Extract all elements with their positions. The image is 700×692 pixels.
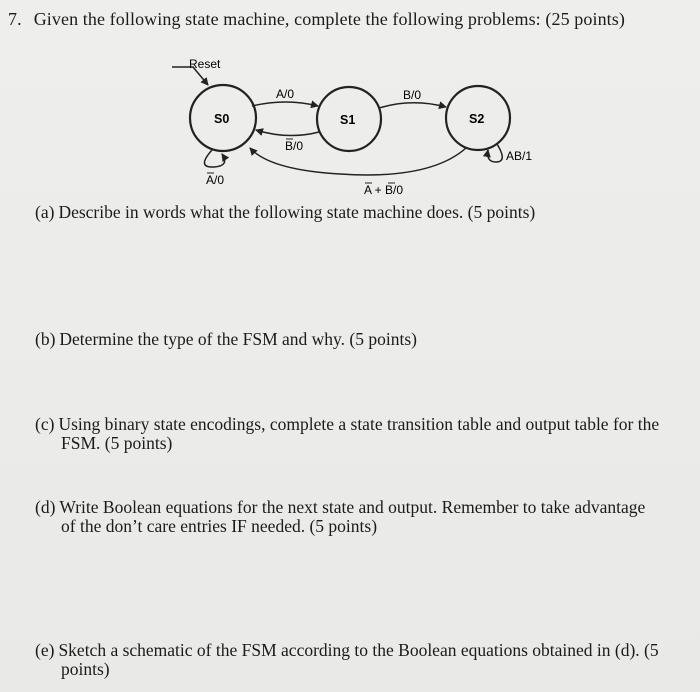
label-s0-self: A/0: [206, 173, 225, 187]
label-s2-self: AB/1: [506, 149, 533, 163]
question-text: Given the following state machine, complete the following problems: (25 points): [33, 9, 625, 29]
label-s1-to-s0: B/0: [285, 139, 304, 153]
part-b-text: Determine the type of the FSM and why. (5 points): [59, 329, 417, 349]
part-c-text-continued: FSM. (5 points): [61, 433, 173, 453]
label-s2-to-s0: A + B/0: [364, 183, 404, 197]
part-a-label: (a): [35, 202, 55, 222]
part-d: [35, 498, 695, 536]
part-c-label: (c): [35, 414, 55, 434]
arrow-s0-to-s1: [252, 102, 318, 106]
part-a-text: Describe in words what the following state machine does. (5 points): [58, 202, 536, 222]
label-s0-to-s1: A/0: [276, 87, 295, 101]
part-a: [35, 203, 535, 222]
arrow-s1-to-s2: [379, 103, 446, 108]
part-b-label: (b): [35, 329, 56, 349]
state-s2-label: S2: [469, 112, 485, 126]
part-e-text: Sketch a schematic of the FSM according to the Boolean equations obtained in (d). (5: [58, 640, 659, 660]
part-d-text: Write Boolean equations for the next state and output. Remember to take advantage: [59, 497, 646, 517]
state-s0-label: S0: [214, 112, 230, 126]
arrow-s2-to-s0: [250, 148, 466, 175]
label-s1-to-s2: B/0: [403, 88, 422, 102]
part-d-label: (d): [35, 497, 56, 517]
question-heading: [8, 9, 625, 30]
reset-label: Reset: [189, 57, 221, 71]
part-e: [35, 641, 695, 679]
part-c-text: Using binary state encodings, complete a state transition table and output table for the: [58, 414, 660, 434]
self-loop-s0: [204, 150, 224, 167]
arrow-s1-to-s0: [256, 130, 319, 136]
part-c: [35, 415, 695, 453]
part-e-label: (e): [35, 640, 55, 660]
part-d-text-continued: of the don’t care entries IF needed. (5 points): [61, 516, 378, 536]
state-s1-label: S1: [340, 113, 356, 127]
question-number: 7.: [8, 9, 22, 29]
part-b: [35, 330, 417, 349]
part-e-text-continued: points): [61, 659, 110, 679]
